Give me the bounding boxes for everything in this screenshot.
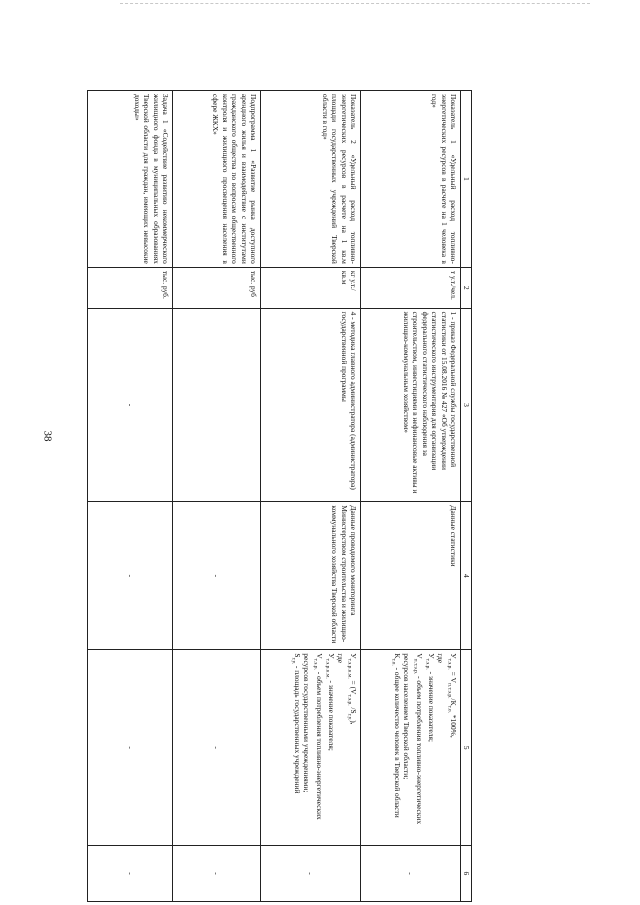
- header-cell: 2: [461, 267, 472, 308]
- table-row: [173, 91, 261, 902]
- source-cell: -: [173, 502, 261, 650]
- header-cell: 6: [461, 845, 472, 901]
- page-number: 38: [41, 430, 54, 442]
- method-cell: 1 - приказ Федеральной службы государственной статистики от 15.08.2016 № 427 «Об утверждении статистического инструментария для организации федерального статистического наблюдения за строительством, инвестициями в нефинансовые активы и жилищно-коммунальным хозяйством»: [361, 308, 461, 502]
- formula-cell: [361, 650, 461, 846]
- formula-cell: [88, 650, 173, 846]
- indicator-name-cell: Задача 1 «Содействие развитию некоммерческого жилищного фонда в муниципальных образованиях Тверской области для граждан, имеющих невысокие доходы»: [88, 91, 173, 268]
- header-cell: 4: [461, 502, 472, 650]
- unit-cell: кг у.т./ кв.м: [261, 267, 361, 308]
- header-cell: 3: [461, 308, 472, 502]
- formula-line: -: [125, 746, 135, 749]
- source-cell: -: [88, 502, 173, 650]
- formula-line: $К_{т.о.}$ - общее количество человек в Тверской области: [390, 653, 402, 818]
- source-cell: Данные проводимого мониторинга Министерством строительства и жилищно-коммунального хозяйства Тверской области: [261, 502, 361, 650]
- formula-line: $У_{т.э.р.} = V_{п.т.э.р.}/К_{т.о.}$ *100%,: [446, 653, 458, 738]
- source-cell: Данные статистики: [361, 502, 461, 650]
- formula-line: $V_{т.э.р.}$ - объем потребления топливно-энергетических ресурсов государственными учреждениями;: [302, 653, 324, 820]
- indicator-name-cell: Подпрограмма 1 «Развитие рынка доступного арендного жилья и взаимодействие с институтами гражданского общества по вопросам общественного контроля и жилищного просвещения населения в сфере ЖКХ»: [173, 91, 261, 268]
- table-row: [261, 91, 361, 902]
- method-cell: 4 - методика главного администратора (администратора) государственной программы: [261, 308, 361, 502]
- note-cell: -: [88, 845, 173, 901]
- formula-line: -: [212, 746, 222, 749]
- header-cell: 5: [461, 650, 472, 846]
- header-cell: 1: [461, 91, 472, 268]
- rotated-table-frame: [87, 90, 472, 902]
- formula-line: $У_{т.э.р.к.м.}$ - значение показателя;: [324, 653, 337, 751]
- method-cell: -: [88, 308, 173, 502]
- formula-line: $У_{т.э.р.}$ - значение показателя;: [424, 653, 437, 742]
- indicator-name-cell: Показатель 1 «Удельный расход топливно-энергетических ресурсов в расчете на 1 человека в год»: [361, 91, 461, 268]
- indicators-table: [87, 90, 472, 902]
- table-row: [361, 91, 461, 902]
- note-cell: -: [361, 845, 461, 901]
- unit-cell: тыс. руб.: [88, 267, 173, 308]
- unit-cell: тыс. руб: [173, 267, 261, 308]
- formula-line: $S_{г.у.}$ - площадь государственных учреждений: [290, 653, 302, 794]
- note-cell: -: [173, 845, 261, 901]
- note-cell: -: [261, 845, 361, 901]
- formula-cell: [261, 650, 361, 846]
- formula-line: где: [336, 653, 346, 664]
- method-cell: [173, 308, 261, 502]
- table-header-row: [461, 91, 472, 902]
- table-row: [88, 91, 173, 902]
- formula-cell: [173, 650, 261, 846]
- indicator-name-cell: Показатель 2 «Удельный расход топливно-энергетических ресурсов в расчете на 1 кв.м площади государственных учреждений Тверской области в год»: [261, 91, 361, 268]
- formula-line: $У_{т.э.р.к.м.} = (V_{т.э.р.}$ $/S_{г.у.}$),: [346, 653, 358, 725]
- formula-line: $V_{п.т.э.р.}$ - объем потребления топливно-энергетических ресурсов населением Тверской области;: [402, 653, 424, 825]
- scan-artifact-line: [120, 3, 590, 4]
- formula-line: где: [436, 653, 446, 664]
- unit-cell: т у.т./чел.: [361, 267, 461, 308]
